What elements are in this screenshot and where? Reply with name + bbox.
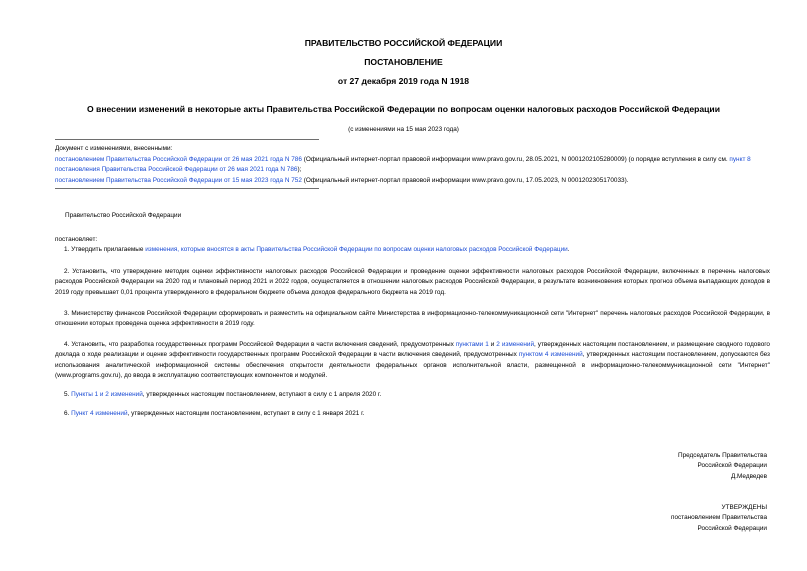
change-1-link-2[interactable]: пункт 8 постановления Правительства Российской Федерации от 26 мая 2021 года N 786 [55, 155, 751, 174]
p5-prefix: 5. [64, 391, 72, 398]
p4-link-items-2[interactable]: 2 изменений [496, 341, 535, 348]
approved-org: Российской Федерации [697, 524, 767, 532]
p6-link[interactable]: Пункт 4 изменений [71, 410, 128, 417]
change-item-2 [55, 176, 770, 187]
revision-note: (с изменениями на 15 мая 2023 года) [348, 126, 459, 133]
change-item-1 [55, 155, 770, 176]
divider-top [55, 139, 319, 140]
p4-part-d: , утвержденных настоящим постановлением, допускаются без использования аналитической информационной системы обеспечения открытости деятельности федеральных органов исполнительной власти, размещенной в информационно-телекоммуникационной сети "Интернет" (www.programs.gov.ru), до ввода в эксплуатацию соответствующих компонентов и модулей. [55, 351, 770, 380]
paragraph-6 [55, 409, 770, 419]
p4-part-c: , утвержденных настоящим постановлением, и размещение сводного годового доклада о ходе реализации и оценке эффективности государственных программ Российской Федерации в части включения сведений, предусмотренных [55, 341, 770, 359]
p4-link-item-4[interactable]: пунктом 4 изменений [518, 351, 583, 359]
issuer-heading: ПРАВИТЕЛЬСТВО РОССИЙСКОЙ ФЕДЕРАЦИИ [304, 38, 503, 48]
change-2-text: (Официальный интернет-портал правовой информации www.pravo.gov.ru, 17.05.2023, N 0001202305170033). [301, 176, 629, 184]
p5-link[interactable]: Пункты 1 и 2 изменений [71, 391, 143, 398]
p1-prefix: 1. Утвердить прилагаемые [64, 246, 146, 253]
p4-part-b: и [488, 341, 497, 348]
approved-heading: УТВЕРЖДЕНЫ [721, 504, 767, 511]
p1-end: . [567, 246, 570, 253]
paragraph-5 [55, 390, 770, 400]
government-line: Правительство Российской Федерации [65, 212, 182, 219]
change-2-link[interactable]: постановлением Правительства Российской Федерации от 15 мая 2023 года N 752 [55, 176, 302, 184]
p1-changes-link[interactable]: изменения, которые вносятся в акты Правительства Российской Федерации по вопросам оценки налоговых расходов Российской Федерации [145, 246, 568, 253]
approved-block [467, 503, 767, 534]
signature-org: Российской Федерации [697, 462, 767, 470]
paragraph-1 [55, 245, 770, 255]
document-type-heading: ПОСТАНОВЛЕНИЕ [364, 57, 443, 67]
approved-by: постановлением Правительства [671, 514, 767, 522]
p4-link-items-1[interactable]: пунктами 1 [455, 341, 489, 348]
change-1-end: ); [297, 166, 302, 174]
changes-block [55, 144, 770, 186]
divider-bottom [55, 188, 319, 189]
p4-part-a: 4. Установить, что разработка государственных программ Российской Федерации в части включения сведений, предусмотренных [64, 341, 456, 348]
signature-block [467, 451, 767, 482]
signature-name: Д.Медведев [730, 472, 767, 480]
change-1-link[interactable]: постановлением Правительства Российской Федерации от 26 мая 2021 года N 786 [55, 155, 302, 163]
signature-title: Председатель Правительства [678, 452, 767, 459]
p5-end: , утвержденных настоящим постановлением, вступают в силу с 1 апреля 2020 г. [142, 391, 382, 398]
paragraph-4 [55, 340, 770, 382]
decrees-line: постановляет: [55, 236, 98, 243]
changes-intro: Документ с изменениями, внесенными: [55, 145, 173, 152]
paragraph-2: 2. Установить, что утверждение методик оценки эффективности налоговых расходов Российской Федерации и проведение оценки эффективности налоговых расходов Российской Федерации, включенных в перечень налоговых расходов Российской Федерации на 2020 год и плановый период 2021 и 2022 годов, осуществляется в отношении налоговых расходов Российской Федерации, в результате возникновения которых прогноз объема выпадающих доходов в 2019 году превышает 0,01 процента утвержденного в федеральном бюджете объема доходов федерального бюджета на 2019 год. [55, 268, 770, 296]
date-number-heading: от 27 декабря 2019 года N 1918 [337, 76, 470, 86]
p6-prefix: 6. [64, 410, 72, 417]
paragraph-3: 3. Министерству финансов Российской Федерации сформировать и разместить на официальном сайте Министерства в информационно-телекоммуникационной сети "Интернет" перечень налоговых расходов Российской Федерации, в отношении которых проведена оценка эффективности в 2019 году. [55, 310, 770, 328]
document-title: О внесении изменений в некоторые акты Правительства Российской Федерации по вопросам оценки налоговых расходов Российской Федерации [86, 104, 721, 114]
change-1-text: (Официальный интернет-портал правовой информации www.pravo.gov.ru, 28.05.2021, N 0001202105280009) (о порядке вступления в силу см. [301, 155, 730, 163]
p6-end: , утвержденных настоящим постановлением, вступает в силу с 1 января 2021 г. [127, 410, 365, 417]
